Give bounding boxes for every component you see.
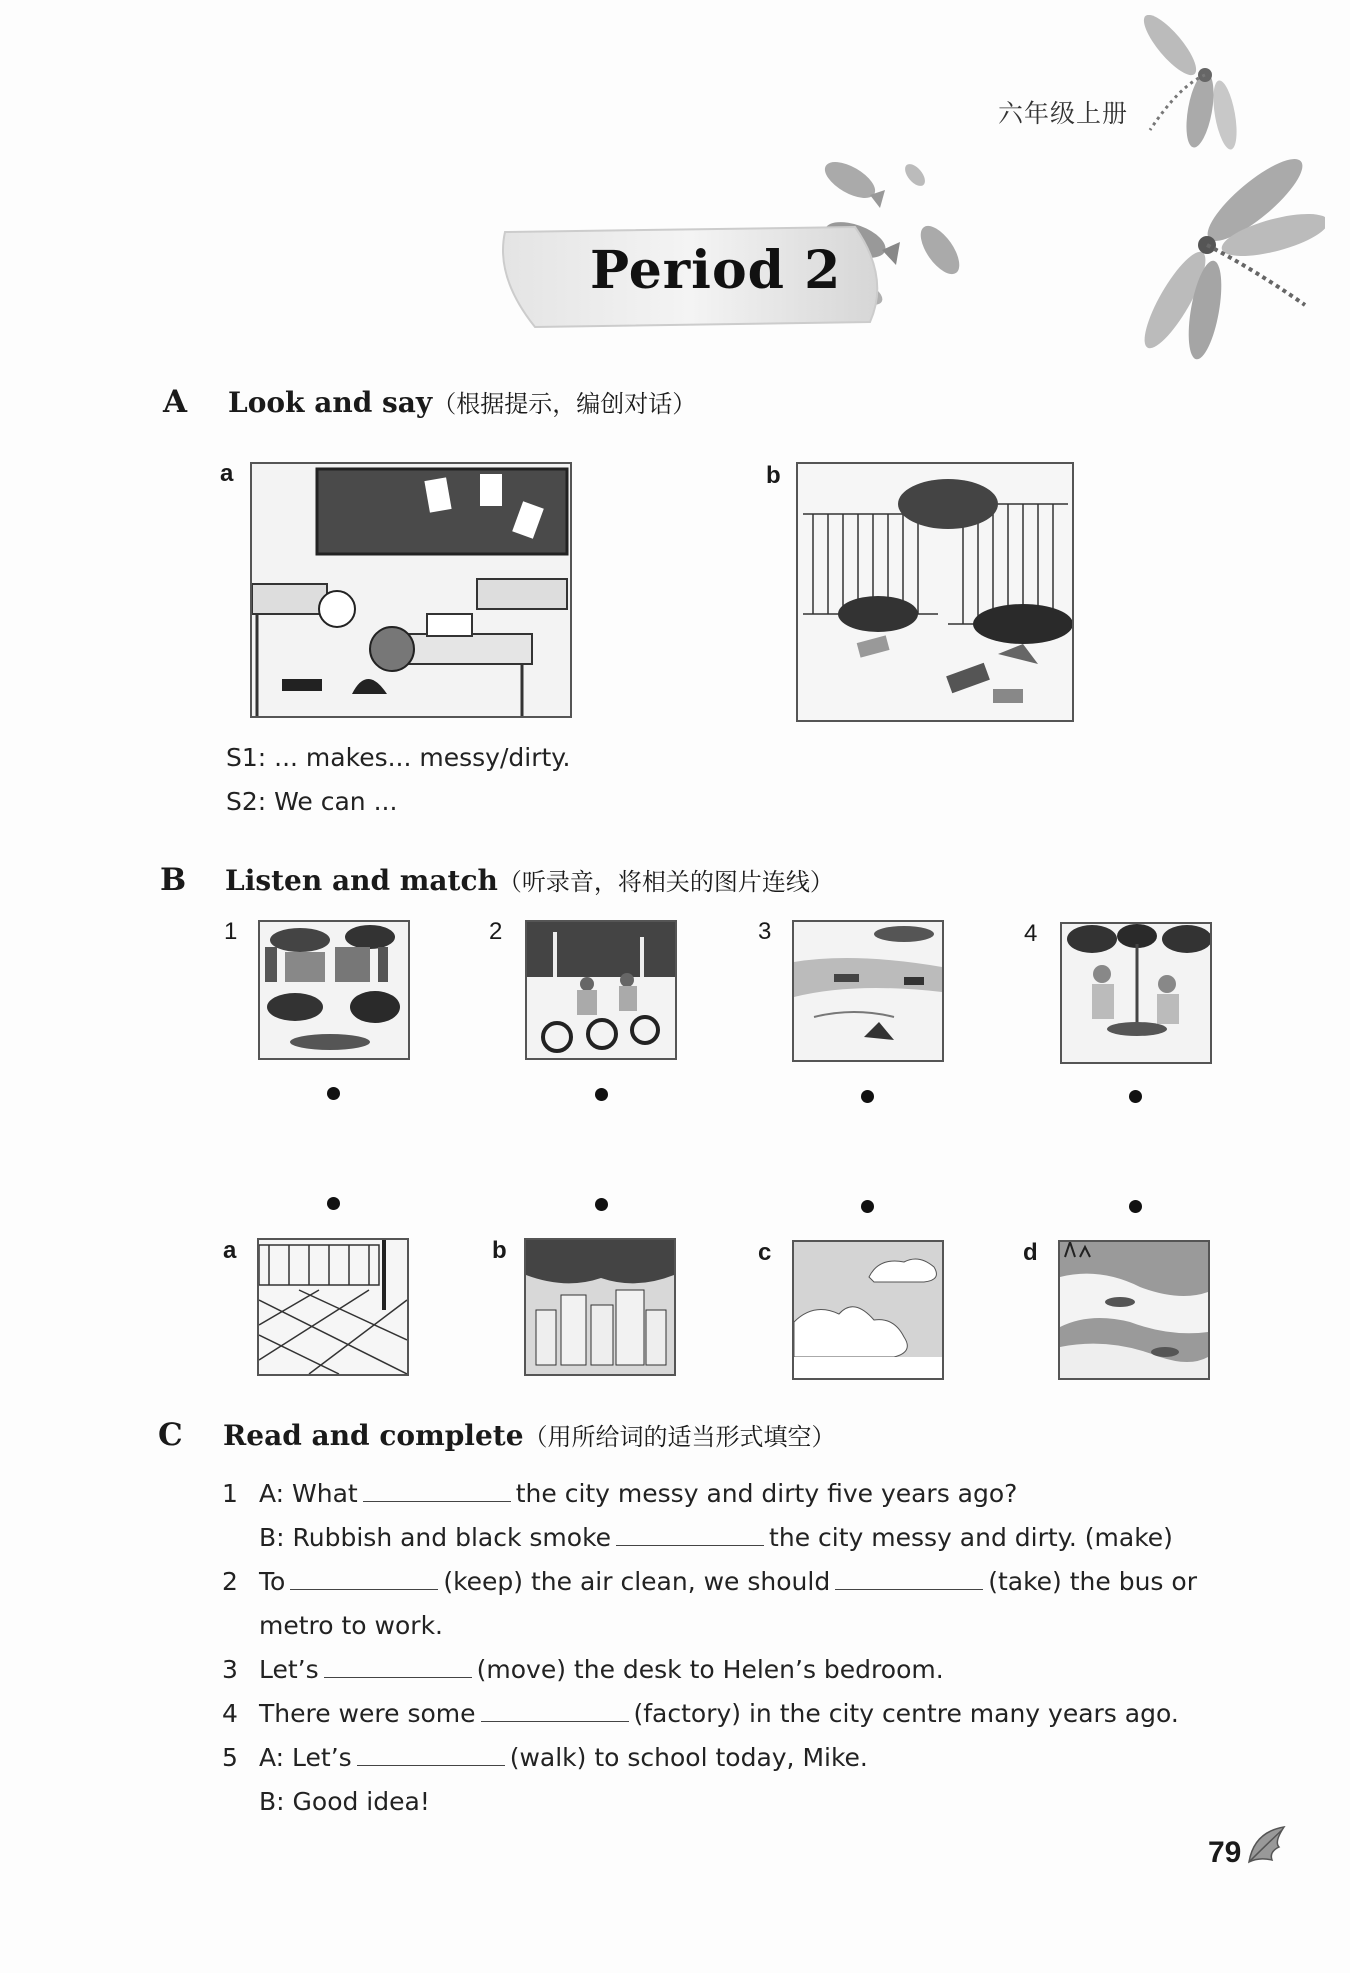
page-number: 79 bbox=[1208, 1836, 1242, 1869]
answer-blank[interactable] bbox=[835, 1567, 983, 1590]
section-c-hint: （用所给词的适当形式填空） bbox=[523, 1423, 836, 1451]
answer-blank[interactable] bbox=[616, 1523, 764, 1546]
match-dot-top-4[interactable] bbox=[1129, 1090, 1142, 1103]
section-a-title: Look and say bbox=[228, 386, 433, 419]
item-number: 5 bbox=[222, 1743, 238, 1772]
exercise-line-1: 1 A: What the city messy and dirty five years ago? bbox=[222, 1479, 1018, 1508]
dialogue-line-1: S1: ... makes... messy/dirty. bbox=[226, 743, 571, 772]
polluted-river-illustration bbox=[792, 920, 944, 1062]
item-number: 3 bbox=[222, 1655, 238, 1684]
match-bottom-d-label: d bbox=[1023, 1239, 1038, 1266]
smoggy-city-illustration bbox=[524, 1238, 676, 1376]
item-number: 2 bbox=[222, 1567, 238, 1596]
section-c-heading bbox=[223, 1417, 836, 1452]
exercise-line-2: B: Rubbish and black smoke the city messy and dirty. (make) bbox=[259, 1523, 1173, 1552]
exercise-line-3: 2 To (keep) the air clean, we should (take) the bus or bbox=[222, 1567, 1197, 1596]
exercise-line-6: 4 There were some (factory) in the city centre many years ago. bbox=[222, 1699, 1179, 1728]
dragonfly-icon bbox=[1140, 15, 1240, 160]
section-a-heading bbox=[228, 384, 696, 419]
exercise-line-7: 5 A: Let’s (walk) to school today, Mike. bbox=[222, 1743, 868, 1772]
planting-trees-illustration bbox=[1060, 922, 1212, 1064]
exercise-line-5: 3 Let’s (move) the desk to Helen’s bedroom. bbox=[222, 1655, 944, 1684]
answer-blank[interactable] bbox=[363, 1479, 511, 1502]
grade-label: 六年级上册 bbox=[998, 99, 1129, 128]
match-top-1-label: 1 bbox=[224, 918, 238, 945]
match-top-2-label: 2 bbox=[489, 918, 503, 945]
factory-smoke-illustration bbox=[258, 920, 410, 1060]
dialogue-line-2: S2: We can ... bbox=[226, 787, 398, 816]
match-top-3-label: 3 bbox=[758, 918, 772, 945]
match-bottom-b-label: b bbox=[492, 1237, 507, 1264]
match-dot-top-1[interactable] bbox=[327, 1087, 340, 1100]
match-dot-top-3[interactable] bbox=[861, 1090, 874, 1103]
littered-park-illustration bbox=[796, 462, 1074, 722]
answer-blank[interactable] bbox=[481, 1699, 629, 1722]
picture-b-label: b bbox=[766, 462, 781, 489]
messy-classroom-illustration bbox=[250, 462, 572, 718]
section-b-heading bbox=[225, 862, 834, 897]
clean-river-illustration bbox=[1058, 1240, 1210, 1380]
answer-blank[interactable] bbox=[324, 1655, 472, 1678]
section-a-letter: A bbox=[163, 384, 188, 420]
match-top-4-label: 4 bbox=[1024, 920, 1038, 947]
leaf-icon bbox=[1244, 1822, 1289, 1867]
children-cycling-illustration bbox=[525, 920, 677, 1060]
section-c-title: Read and complete bbox=[223, 1419, 524, 1452]
section-b-title: Listen and match bbox=[225, 864, 498, 897]
picture-a-label: a bbox=[220, 460, 234, 487]
page-title: Period 2 bbox=[590, 240, 842, 301]
section-b-hint: （听录音，将相关的图片连线） bbox=[497, 868, 834, 896]
exercise-line-8: B: Good idea! bbox=[259, 1787, 430, 1816]
section-a-hint: （根据提示，编创对话） bbox=[432, 390, 697, 418]
match-dot-bottom-b[interactable] bbox=[595, 1198, 608, 1211]
item-number: 4 bbox=[222, 1699, 238, 1728]
section-b-letter: B bbox=[160, 862, 187, 898]
answer-blank[interactable] bbox=[290, 1567, 438, 1590]
section-c-letter: C bbox=[158, 1417, 183, 1453]
answer-blank[interactable] bbox=[357, 1743, 505, 1766]
dragonfly-icon bbox=[1135, 150, 1325, 360]
item-number: 1 bbox=[222, 1479, 238, 1508]
match-bottom-a-label: a bbox=[223, 1237, 237, 1264]
match-dot-bottom-d[interactable] bbox=[1129, 1200, 1142, 1213]
exercise-list bbox=[222, 1479, 1262, 1839]
exercise-line-4: metro to work. bbox=[259, 1611, 443, 1640]
match-dot-bottom-a[interactable] bbox=[327, 1197, 340, 1210]
clean-street-illustration bbox=[257, 1238, 409, 1376]
match-bottom-c-label: c bbox=[758, 1239, 772, 1266]
match-dot-bottom-c[interactable] bbox=[861, 1200, 874, 1213]
match-dot-top-2[interactable] bbox=[595, 1088, 608, 1101]
blue-sky-illustration bbox=[792, 1240, 944, 1380]
